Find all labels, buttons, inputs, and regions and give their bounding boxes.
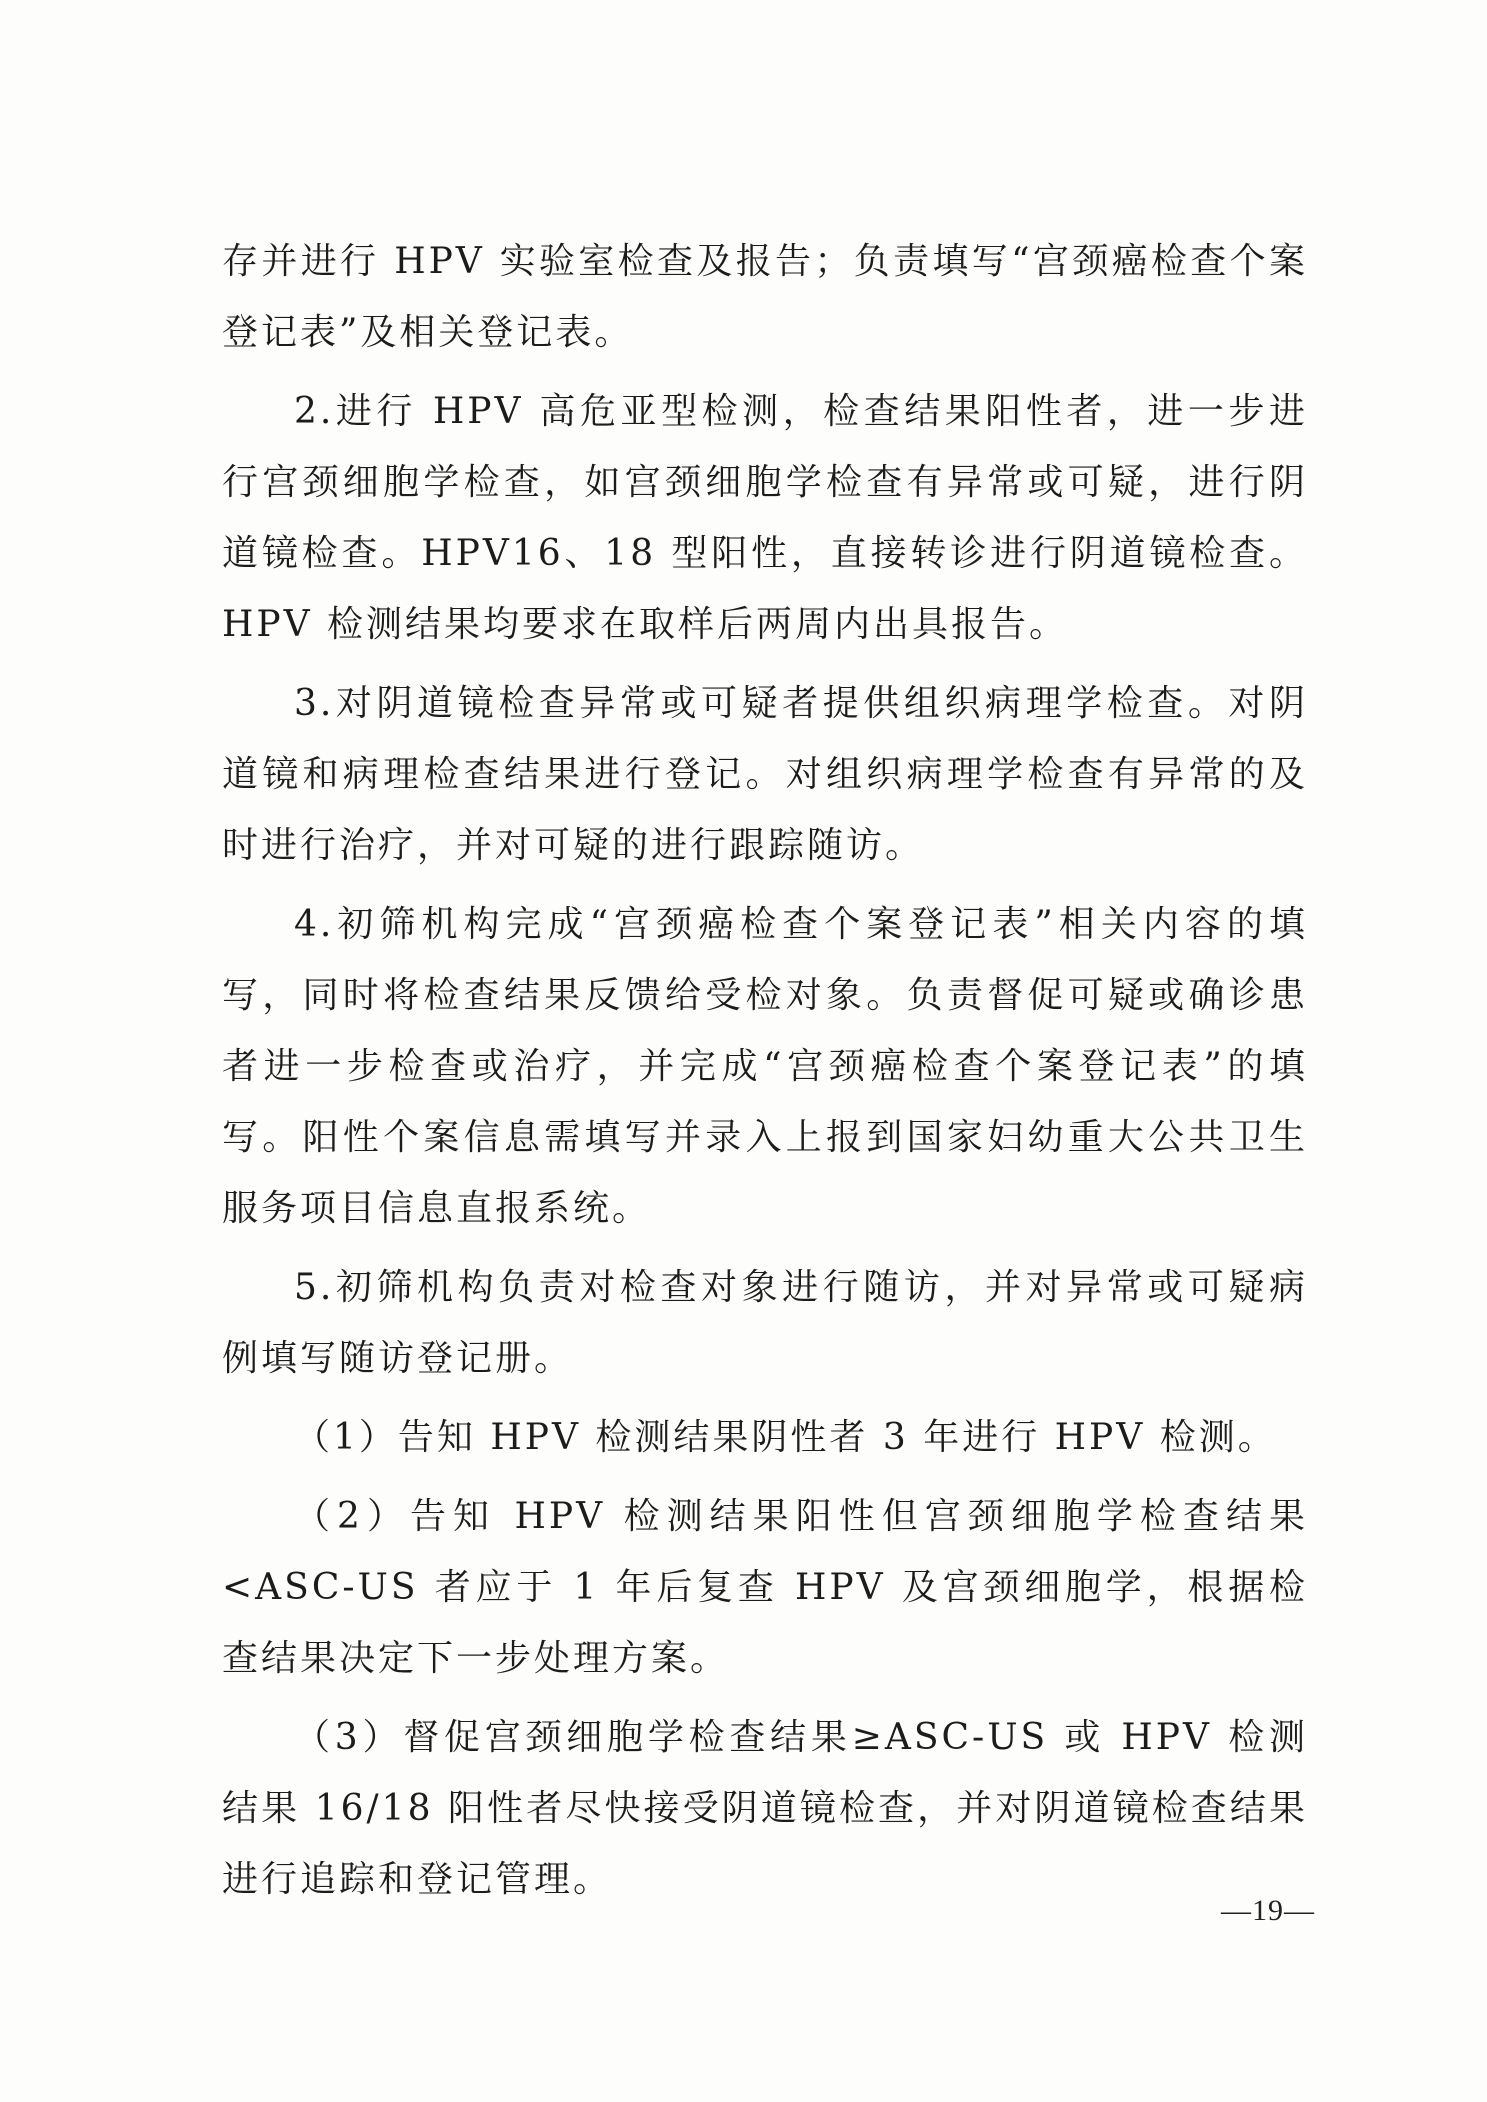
- paragraph-subitem-2: （2）告知 HPV 检测结果阳性但宫颈细胞学检查结果<ASC-US 者应于 1 年后复查 HPV 及宫颈细胞学，根据检查结果决定下一步处理方案。: [222, 1496, 1308, 1679]
- paragraph-item-3: 3.对阴道镜检查异常或可疑者提供组织病理学检查。对阴道镜和病理检查结果进行登记。对组织病理学检查有异常的及时进行治疗，并对可疑的进行跟踪随访。: [222, 683, 1308, 866]
- paragraph-subitem-3: （3）督促宫颈细胞学检查结果≥ASC-US 或 HPV 检测结果 16/18 阳性者尽快接受阴道镜检查，并对阴道镜检查结果进行追踪和登记管理。: [222, 1717, 1308, 1900]
- paragraph-item-5: 5.初筛机构负责对检查对象进行随访，并对异常或可疑病例填写随访登记册。: [222, 1267, 1308, 1379]
- document-body: [222, 226, 1308, 1915]
- paragraph-item-4: 4.初筛机构完成“宫颈癌检查个案登记表”相关内容的填写，同时将检查结果反馈给受检对象。负责督促可疑或确诊患者进一步检查或治疗，并完成“宫颈癌检查个案登记表”的填写。阳性个案信息需填写并录入上报到国家妇幼重大公共卫生服务项目信息直报系统。: [222, 904, 1308, 1229]
- paragraph-subitem-1: （1）告知 HPV 检测结果阴性者 3 年进行 HPV 检测。: [294, 1417, 1277, 1458]
- paragraph-continued: 存并进行 HPV 实验室检查及报告；负责填写“宫颈癌检查个案登记表”及相关登记表。: [222, 241, 1308, 353]
- paragraph-item-2: 2.进行 HPV 高危亚型检测，检查结果阳性者，进一步进行宫颈细胞学检查，如宫颈细胞学检查有异常或可疑，进行阴道镜检查。HPV16、18 型阳性，直接转诊进行阴道镜检查。HPV 检测结果均要求在取样后两周内出具报告。: [222, 391, 1308, 645]
- page-number: —19—: [1221, 1894, 1315, 1927]
